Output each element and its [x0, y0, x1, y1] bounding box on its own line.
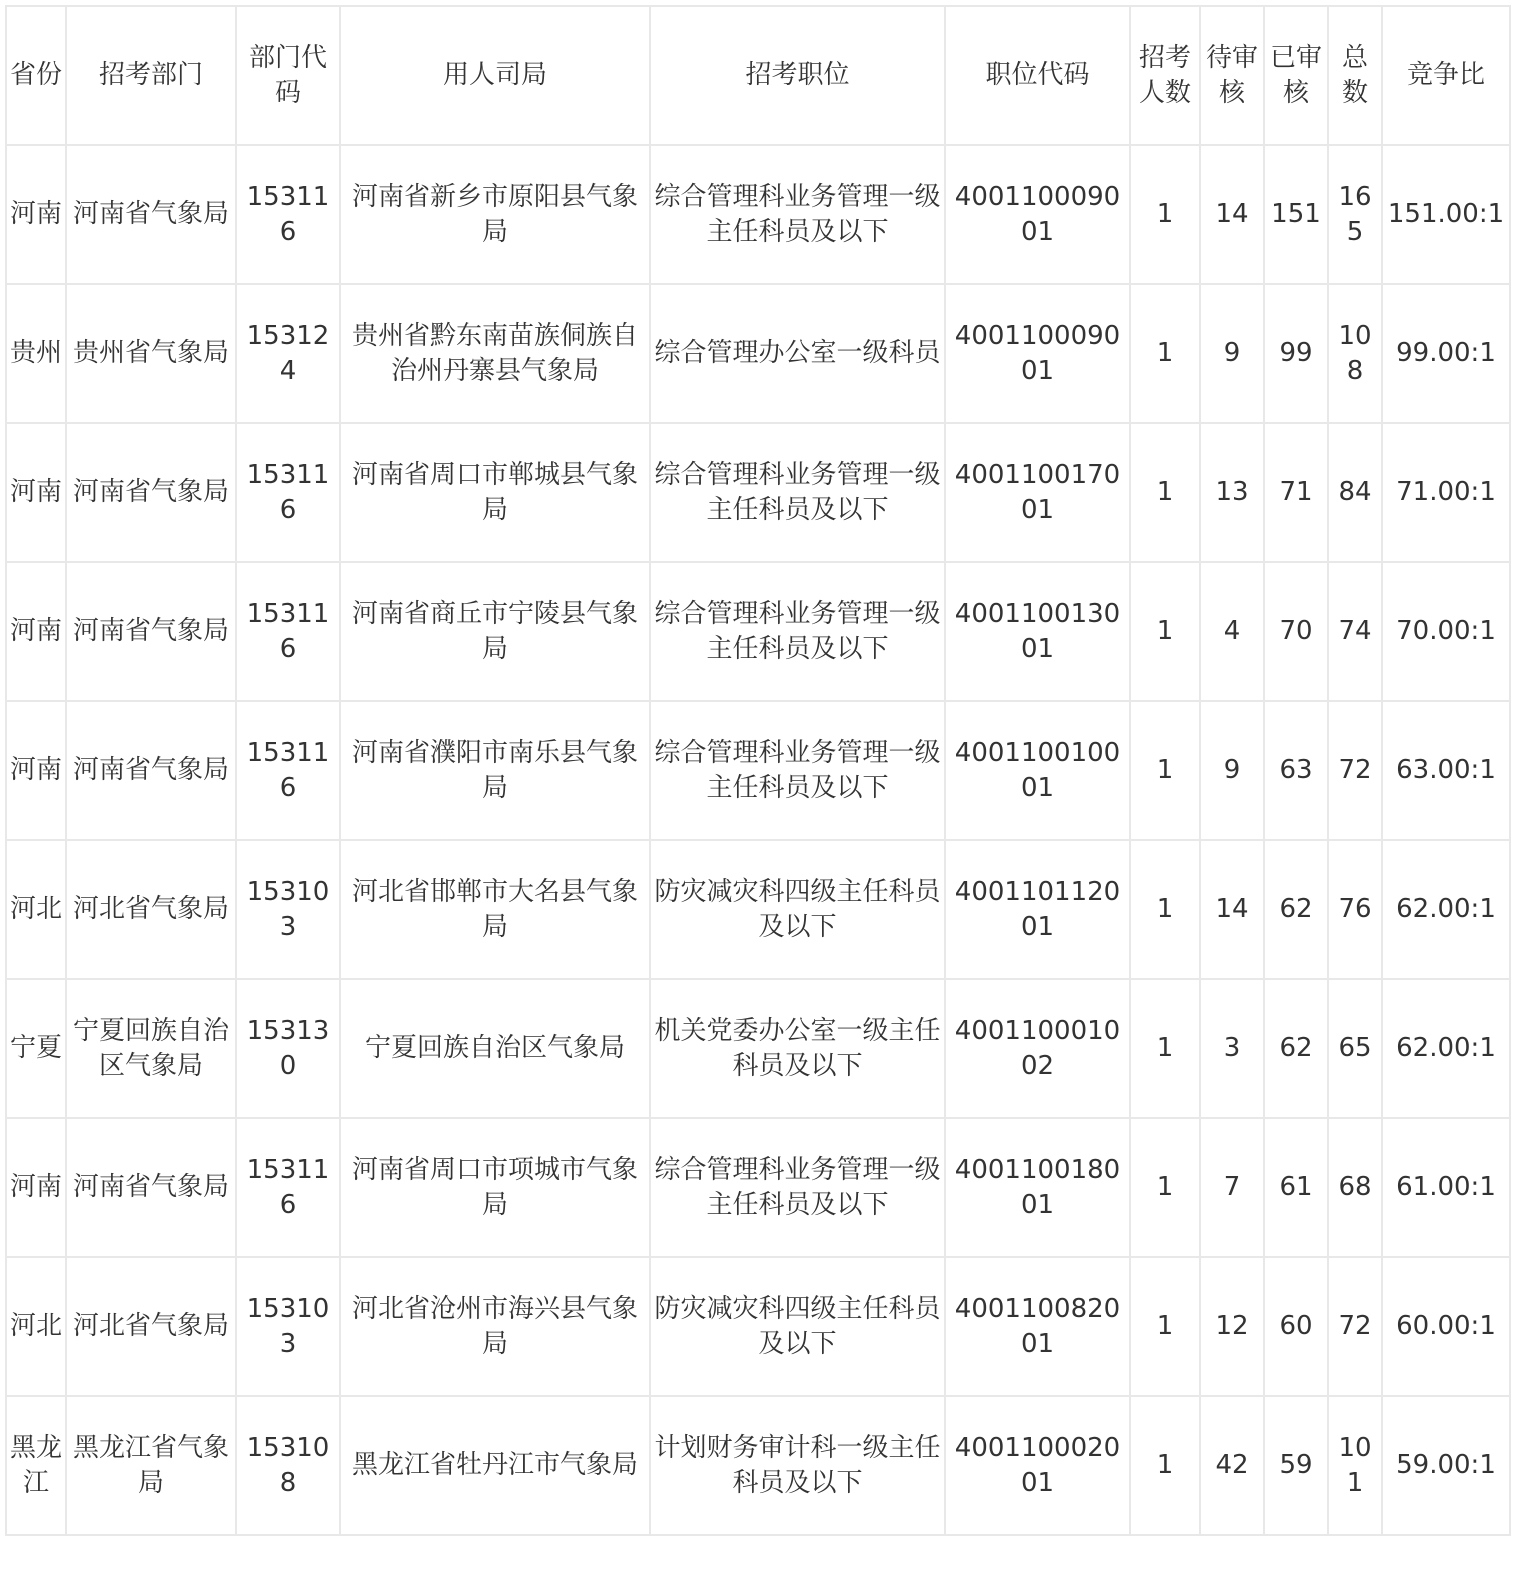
cell-province: 河南 — [6, 1118, 66, 1257]
cell-department: 河南省气象局 — [66, 701, 236, 840]
cell-department: 宁夏回族自治区气象局 — [66, 979, 236, 1118]
cell-employing-bureau: 河南省商丘市宁陵县气象局 — [340, 562, 650, 701]
cell-province: 河南 — [6, 145, 66, 284]
cell-approved: 151 — [1264, 145, 1328, 284]
cell-pending: 13 — [1200, 423, 1264, 562]
cell-position: 综合管理科业务管理一级主任科员及以下 — [650, 1118, 945, 1257]
cell-recruit-count: 1 — [1130, 423, 1200, 562]
cell-department-code: 153116 — [236, 145, 340, 284]
cell-province: 黑龙江 — [6, 1396, 66, 1535]
cell-pending: 7 — [1200, 1118, 1264, 1257]
table-row — [6, 284, 1510, 423]
cell-recruit-count: 1 — [1130, 840, 1200, 979]
cell-department: 河北省气象局 — [66, 1257, 236, 1396]
cell-position-code: 400110112001 — [945, 840, 1130, 979]
table-row — [6, 145, 1510, 284]
cell-position-code: 400110009001 — [945, 145, 1130, 284]
cell-approved: 63 — [1264, 701, 1328, 840]
cell-competition-ratio: 60.00:1 — [1382, 1257, 1510, 1396]
cell-pending: 14 — [1200, 145, 1264, 284]
header-competition-ratio: 竞争比 — [1382, 6, 1510, 145]
header-pending: 待审核 — [1200, 6, 1264, 145]
cell-recruit-count: 1 — [1130, 1118, 1200, 1257]
cell-position: 综合管理科业务管理一级主任科员及以下 — [650, 562, 945, 701]
cell-position: 综合管理办公室一级科员 — [650, 284, 945, 423]
cell-recruit-count: 1 — [1130, 979, 1200, 1118]
cell-department-code: 153116 — [236, 562, 340, 701]
cell-approved: 70 — [1264, 562, 1328, 701]
cell-province: 河南 — [6, 423, 66, 562]
cell-position: 综合管理科业务管理一级主任科员及以下 — [650, 423, 945, 562]
cell-pending: 4 — [1200, 562, 1264, 701]
cell-total: 101 — [1328, 1396, 1382, 1535]
cell-total: 84 — [1328, 423, 1382, 562]
cell-position: 防灾减灾科四级主任科员及以下 — [650, 840, 945, 979]
cell-total: 68 — [1328, 1118, 1382, 1257]
cell-department-code: 153116 — [236, 423, 340, 562]
cell-position-code: 400110013001 — [945, 562, 1130, 701]
table-row — [6, 1257, 1510, 1396]
cell-pending: 3 — [1200, 979, 1264, 1118]
cell-total: 76 — [1328, 840, 1382, 979]
header-approved: 已审核 — [1264, 6, 1328, 145]
cell-recruit-count: 1 — [1130, 701, 1200, 840]
cell-approved: 60 — [1264, 1257, 1328, 1396]
cell-competition-ratio: 99.00:1 — [1382, 284, 1510, 423]
header-row — [6, 6, 1510, 145]
cell-department-code: 153116 — [236, 701, 340, 840]
cell-department: 河北省气象局 — [66, 840, 236, 979]
cell-department: 河南省气象局 — [66, 145, 236, 284]
cell-employing-bureau: 河南省周口市郸城县气象局 — [340, 423, 650, 562]
header-department: 招考部门 — [66, 6, 236, 145]
header-total: 总数 — [1328, 6, 1382, 145]
cell-province: 河北 — [6, 1257, 66, 1396]
cell-employing-bureau: 河北省沧州市海兴县气象局 — [340, 1257, 650, 1396]
cell-competition-ratio: 70.00:1 — [1382, 562, 1510, 701]
cell-recruit-count: 1 — [1130, 562, 1200, 701]
cell-recruit-count: 1 — [1130, 1257, 1200, 1396]
header-position: 招考职位 — [650, 6, 945, 145]
cell-approved: 62 — [1264, 979, 1328, 1118]
cell-employing-bureau: 河北省邯郸市大名县气象局 — [340, 840, 650, 979]
cell-position-code: 400110018001 — [945, 1118, 1130, 1257]
cell-position-code: 400110009001 — [945, 284, 1130, 423]
cell-department-code: 153124 — [236, 284, 340, 423]
cell-employing-bureau: 贵州省黔东南苗族侗族自治州丹寨县气象局 — [340, 284, 650, 423]
cell-competition-ratio: 61.00:1 — [1382, 1118, 1510, 1257]
cell-position-code: 400110002001 — [945, 1396, 1130, 1535]
cell-pending: 42 — [1200, 1396, 1264, 1535]
cell-position-code: 400110017001 — [945, 423, 1130, 562]
table-row — [6, 701, 1510, 840]
cell-competition-ratio: 62.00:1 — [1382, 840, 1510, 979]
table-row — [6, 840, 1510, 979]
cell-approved: 62 — [1264, 840, 1328, 979]
cell-approved: 59 — [1264, 1396, 1328, 1535]
table-row — [6, 1396, 1510, 1535]
cell-competition-ratio: 71.00:1 — [1382, 423, 1510, 562]
cell-department-code: 153108 — [236, 1396, 340, 1535]
cell-province: 贵州 — [6, 284, 66, 423]
cell-approved: 71 — [1264, 423, 1328, 562]
cell-department: 河南省气象局 — [66, 1118, 236, 1257]
header-employing-bureau: 用人司局 — [340, 6, 650, 145]
cell-province: 宁夏 — [6, 979, 66, 1118]
cell-pending: 9 — [1200, 701, 1264, 840]
cell-total: 72 — [1328, 701, 1382, 840]
cell-employing-bureau: 河南省濮阳市南乐县气象局 — [340, 701, 650, 840]
cell-position: 综合管理科业务管理一级主任科员及以下 — [650, 145, 945, 284]
cell-pending: 9 — [1200, 284, 1264, 423]
table-row — [6, 979, 1510, 1118]
cell-competition-ratio: 59.00:1 — [1382, 1396, 1510, 1535]
header-position-code: 职位代码 — [945, 6, 1130, 145]
cell-department: 河南省气象局 — [66, 562, 236, 701]
cell-department: 河南省气象局 — [66, 423, 236, 562]
cell-position: 机关党委办公室一级主任科员及以下 — [650, 979, 945, 1118]
table-row — [6, 1118, 1510, 1257]
cell-department-code: 153116 — [236, 1118, 340, 1257]
cell-recruit-count: 1 — [1130, 1396, 1200, 1535]
cell-province: 河南 — [6, 701, 66, 840]
cell-total: 65 — [1328, 979, 1382, 1118]
cell-position-code: 400110010001 — [945, 701, 1130, 840]
cell-position-code: 400110082001 — [945, 1257, 1130, 1396]
cell-department: 黑龙江省气象局 — [66, 1396, 236, 1535]
cell-competition-ratio: 62.00:1 — [1382, 979, 1510, 1118]
cell-employing-bureau: 河南省周口市项城市气象局 — [340, 1118, 650, 1257]
cell-province: 河北 — [6, 840, 66, 979]
cell-department: 贵州省气象局 — [66, 284, 236, 423]
table-row — [6, 562, 1510, 701]
cell-province: 河南 — [6, 562, 66, 701]
cell-total: 74 — [1328, 562, 1382, 701]
cell-position-code: 400110001002 — [945, 979, 1130, 1118]
table-container — [5, 5, 1511, 1536]
cell-approved: 61 — [1264, 1118, 1328, 1257]
cell-recruit-count: 1 — [1130, 284, 1200, 423]
cell-department-code: 153130 — [236, 979, 340, 1118]
cell-employing-bureau: 河南省新乡市原阳县气象局 — [340, 145, 650, 284]
cell-pending: 12 — [1200, 1257, 1264, 1396]
cell-employing-bureau: 黑龙江省牡丹江市气象局 — [340, 1396, 650, 1535]
cell-competition-ratio: 151.00:1 — [1382, 145, 1510, 284]
recruitment-table — [5, 5, 1511, 1536]
header-province: 省份 — [6, 6, 66, 145]
header-recruit-count: 招考人数 — [1130, 6, 1200, 145]
cell-approved: 99 — [1264, 284, 1328, 423]
cell-total: 165 — [1328, 145, 1382, 284]
cell-recruit-count: 1 — [1130, 145, 1200, 284]
cell-total: 108 — [1328, 284, 1382, 423]
cell-employing-bureau: 宁夏回族自治区气象局 — [340, 979, 650, 1118]
cell-position: 防灾减灾科四级主任科员及以下 — [650, 1257, 945, 1396]
cell-department-code: 153103 — [236, 1257, 340, 1396]
cell-total: 72 — [1328, 1257, 1382, 1396]
cell-competition-ratio: 63.00:1 — [1382, 701, 1510, 840]
table-row — [6, 423, 1510, 562]
cell-position: 综合管理科业务管理一级主任科员及以下 — [650, 701, 945, 840]
cell-department-code: 153103 — [236, 840, 340, 979]
cell-position: 计划财务审计科一级主任科员及以下 — [650, 1396, 945, 1535]
header-department-code: 部门代码 — [236, 6, 340, 145]
cell-pending: 14 — [1200, 840, 1264, 979]
